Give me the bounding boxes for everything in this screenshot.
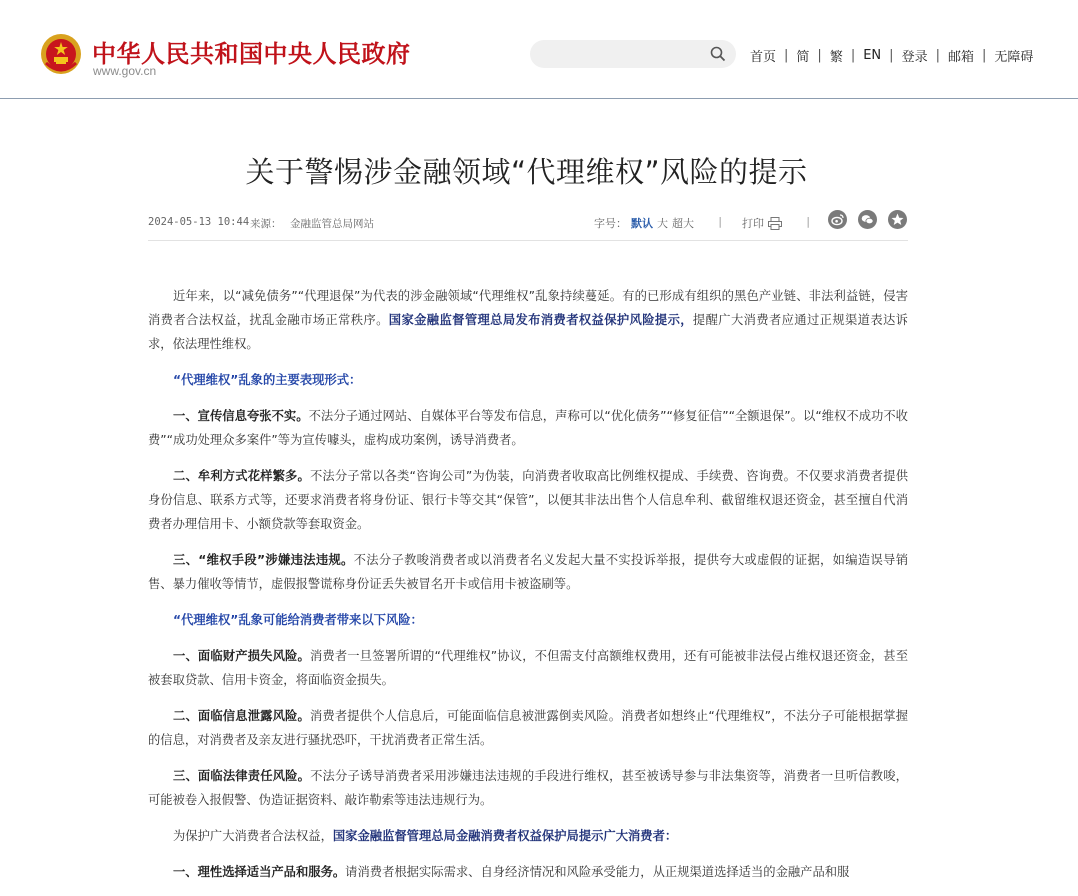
nav-separator: | <box>981 47 987 63</box>
paragraph-text: 消费者一旦签署所谓的“代理维权”协议，不但需支付高额维权费用，还有可能被非法侵占维权退还资金，甚至被套取贷款、信用卡资金，将面临资金损失。 <box>148 649 908 687</box>
site-header <box>0 0 1078 99</box>
nav-separator: | <box>784 47 789 63</box>
paragraph-lead: 二、面临信息泄露风险。 <box>173 709 310 723</box>
print-label: 打印 <box>742 217 764 230</box>
print-button[interactable] <box>742 215 782 231</box>
paragraph-lead: 一、理性选择适当产品和服务。 <box>173 865 346 879</box>
paragraph-text: 不法分子教唆消费者或以消费者名义发起大量不实投诉举报，提供夸大或虚假的证据，如编造误导销售、暴力催收等情节，虚假报警谎称身份证丢失被冒名开卡或信用卡被盗刷等。 <box>148 553 908 591</box>
nav-home[interactable]: 首页 <box>750 49 777 65</box>
font-size-label: 字号： <box>594 217 627 230</box>
paragraph-text: 不法分子常以各类“咨询公司”为伪装，向消费者收取高比例维权提成、手续费、咨询费。不仅要求消费者提供身份信息、联系方式等，还要求消费者将身份证、银行卡等交其“保管”，以便其非法出售个人信息牟利、截留维权退还资金，甚至擅自代消费者办理信用卡、小额贷款等套取资金。 <box>148 469 908 531</box>
print-icon <box>768 217 782 230</box>
paragraph <box>148 548 908 596</box>
font-size-xlarge[interactable]: 超大 <box>672 217 694 230</box>
paragraph-text: 不法分子通过网站、自媒体平台等发布信息，声称可以“优化债务”“修复征信”“全额退保”。以“维权不成功不收费”“成功处理众多案件”等为宣传噱头，虚构成功案例，诱导消费者。 <box>148 409 908 447</box>
nav-accessibility[interactable]: 无障碍 <box>994 49 1034 65</box>
top-nav <box>750 46 1033 64</box>
paragraph-text: 不法分子诱导消费者采用涉嫌违法违规的手段进行维权，甚至被诱导参与非法集资等，消费者一旦听信教唆，可能被卷入报假警、伪造证据资料、敲诈勒索等违法违规行为。 <box>148 769 908 807</box>
meta-divider: | <box>805 216 812 228</box>
paragraph <box>148 464 908 536</box>
national-emblem-icon[interactable] <box>40 33 82 75</box>
nav-english[interactable]: EN <box>863 47 882 63</box>
nav-traditional[interactable]: 繁 <box>829 49 843 65</box>
paragraph <box>148 404 908 452</box>
nav-login[interactable]: 登录 <box>901 49 928 65</box>
paragraph-text: 为保护广大消费者合法权益， <box>173 829 333 843</box>
search-icon[interactable] <box>710 46 726 62</box>
paragraph-lead: 三、“维权手段”涉嫌违法违规。 <box>173 553 354 567</box>
source-name: 金融监管总局网站 <box>290 218 374 230</box>
paragraph-lead: 三、面临法律责任风险。 <box>173 769 311 783</box>
nav-separator: | <box>850 47 856 63</box>
paragraph-lead: 一、面临财产损失风险。 <box>173 649 310 663</box>
paragraph-text: 消费者提供个人信息后，可能面临信息被泄露倒卖风险。消费者如想终止“代理维权”，不法分子可能根据掌握的信息，对消费者及亲友进行骚扰恐吓，干扰消费者正常生活。 <box>148 709 908 747</box>
paragraph-lead: 一、宣传信息夸张不实。 <box>173 409 309 423</box>
favorite-icon[interactable] <box>888 210 907 229</box>
wechat-icon[interactable] <box>858 210 877 229</box>
article-title: 关于警惕涉金融领域“代理维权”风险的提示 <box>245 155 808 189</box>
paragraph-text: 近年来，以“减免债务”“代理退保”为代表的涉金融领域“代理维权”乱象持续蔓延。有的已形成有组织的黑色产业链、非法利益链，侵害消费者合法权益，扰乱金融市场正常秩序。 <box>148 289 908 327</box>
nav-separator: | <box>817 47 822 63</box>
paragraph <box>148 764 908 812</box>
paragraph-highlight: 国家金融监督管理总局发布消费者权益保护风险提示， <box>388 313 693 327</box>
article-body <box>148 284 908 896</box>
section-heading: “代理维权”乱象可能给消费者带来以下风险： <box>173 613 423 627</box>
publish-date: 2024-05-13 10:44 <box>148 216 250 228</box>
nav-separator: | <box>889 47 894 63</box>
site-domain: www.gov.cn <box>93 64 157 78</box>
article-meta <box>148 208 908 241</box>
font-size-default[interactable]: 默认 <box>631 217 653 230</box>
weibo-icon[interactable] <box>828 210 847 229</box>
search-box[interactable] <box>530 40 736 68</box>
section-heading: “代理维权”乱象的主要表现形式： <box>173 373 362 387</box>
site-name[interactable]: 中华人民共和国中央人民政府 <box>92 40 411 68</box>
search-input[interactable] <box>542 44 706 66</box>
paragraph <box>148 824 908 848</box>
paragraph <box>148 284 908 356</box>
paragraph-text: 请消费者根据实际需求、自身经济情况和风险承受能力，从正规渠道选择适当的金融产品和服 <box>345 865 850 879</box>
paragraph-highlight: 国家金融监督管理总局金融消费者权益保护局提示广大消费者： <box>332 829 678 843</box>
paragraph <box>148 644 908 692</box>
font-size-large[interactable]: 大 <box>657 217 668 230</box>
nav-mail[interactable]: 邮箱 <box>947 49 974 65</box>
paragraph-text: 提醒广大消费者应通过正规渠道表达诉求，依法理性维权。 <box>148 313 908 351</box>
meta-divider: | <box>717 216 724 228</box>
nav-separator: | <box>935 47 940 63</box>
font-size-control <box>594 215 694 231</box>
paragraph <box>148 704 908 752</box>
paragraph <box>148 860 908 884</box>
source-label: 来源： <box>250 218 282 230</box>
nav-simplified[interactable]: 简 <box>796 49 810 65</box>
paragraph-lead: 二、牟利方式花样繁多。 <box>173 469 310 483</box>
